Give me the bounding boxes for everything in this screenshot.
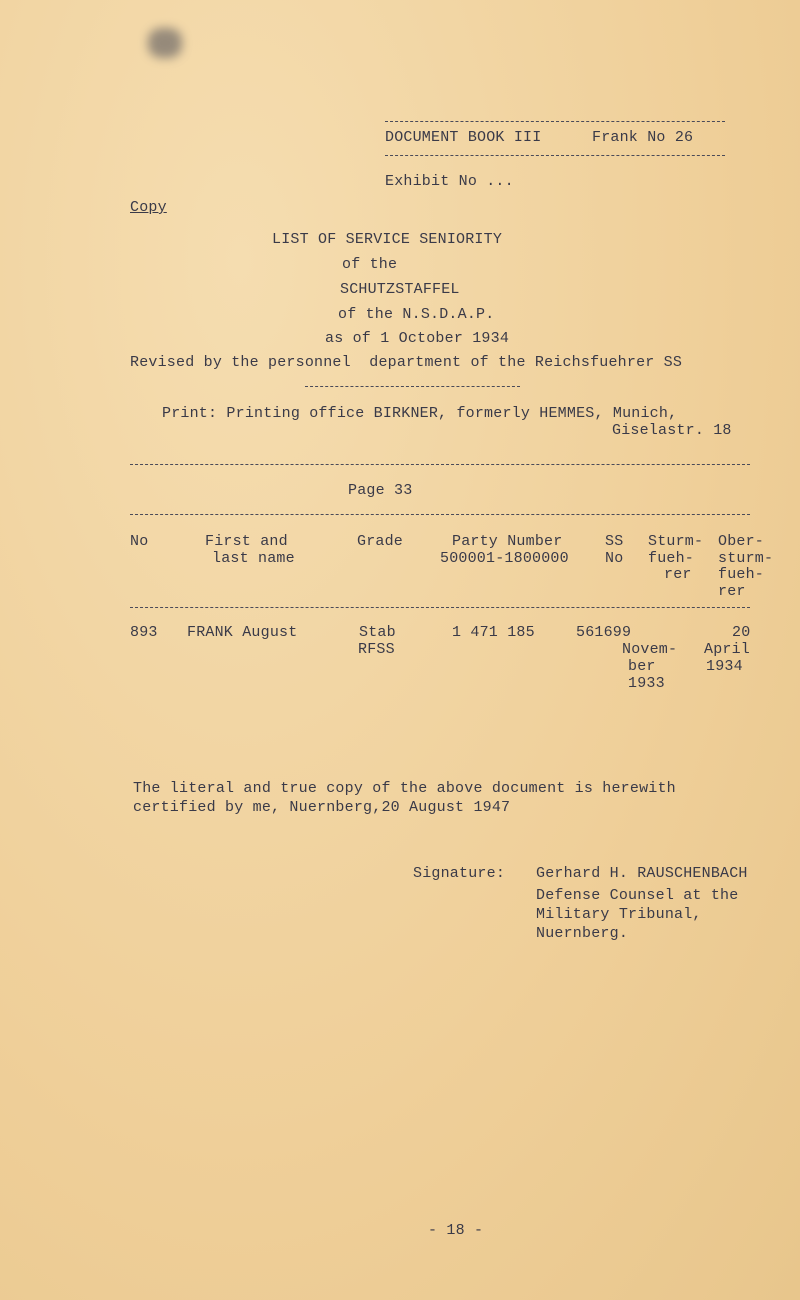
header-ss-2: No [605,550,624,567]
header-party-1: Party Number [452,533,563,550]
row-sturm-3: ber [628,658,656,675]
print-rule [130,464,750,465]
title-rule [305,386,520,387]
table-rule-top [130,514,750,515]
row-no: 893 [130,624,158,641]
signature-label: Signature: [413,865,506,882]
header-ober-4: rer [718,583,746,600]
ink-smudge [148,28,182,58]
row-party-number: 1 471 185 [452,624,535,641]
row-ss-number: 56169 [576,624,623,641]
page-number: - 18 - [428,1222,484,1239]
header-name-1: First and [205,533,288,550]
header-name-2: last name [212,550,295,567]
certification-line-1: The literal and true copy of the above document is herewith [133,780,676,797]
row-sturm-1: 9 [622,624,632,641]
signature-title-2: Military Tribunal, [536,906,702,923]
title-line-1: LIST OF SERVICE SENIORITY [272,231,503,248]
frank-number-label: Frank No 26 [592,129,694,146]
header-rule-top [385,121,725,122]
table-rule-bottom [130,607,750,608]
title-line-5: as of 1 October 1934 [325,330,510,347]
signature-title-1: Defense Counsel at the [536,887,739,904]
row-grade-2: RFSS [358,641,395,658]
header-ss-1: SS [605,533,624,550]
row-ober-2: April [704,641,751,658]
document-book-label: DOCUMENT BOOK III [385,129,542,146]
title-line-4: of the N.S.D.A.P. [338,306,495,323]
copy-label: Copy [130,199,167,216]
header-ober-2: sturm- [718,550,774,567]
header-grade: Grade [357,533,404,550]
certification-line-2: certified by me, Nuernberg,20 August 1947 [133,799,511,816]
row-sturm-2: Novem- [622,641,678,658]
header-party-2: 500001-1800000 [440,550,569,567]
row-name: FRANK August [187,624,298,641]
print-line-2: Giselastr. 18 [612,422,732,439]
row-ober-1: 20 [732,624,751,641]
page-label: Page 33 [348,482,413,499]
title-line-3: SCHUTZSTAFFEL [340,281,460,298]
row-ober-3: 1934 [706,658,743,675]
row-sturm-4: 1933 [628,675,665,692]
row-grade-1: Stab [359,624,396,641]
signature-name: Gerhard H. RAUSCHENBACH [536,865,748,882]
header-ober-3: fueh- [718,566,765,583]
header-rule-bottom [385,155,725,156]
header-sturm-2: fueh- [648,550,695,567]
revised-line: Revised by the personnel department of the Reichsfuehrer SS [130,354,683,371]
exhibit-label: Exhibit No ... [385,173,514,190]
header-sturm-1: Sturm- [648,533,704,550]
signature-title-3: Nuernberg. [536,925,629,942]
header-sturm-3: rer [664,566,692,583]
print-line-1: Print: Printing office BIRKNER, formerly HEMMES, Munich, [162,405,678,422]
header-ober-1: Ober- [718,533,765,550]
header-no: No [130,533,149,550]
title-line-2: of the [342,256,398,273]
